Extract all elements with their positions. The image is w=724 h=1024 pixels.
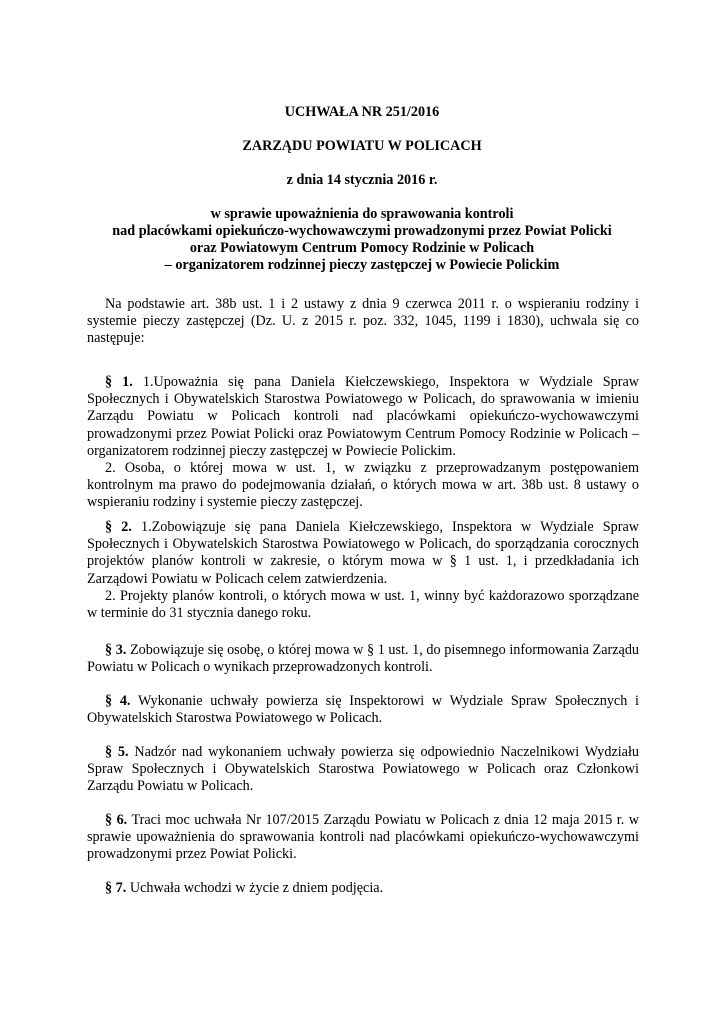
paragraph-text: Traci moc uchwała Nr 107/2015 Zarządu Powiatu w Policach z dnia 12 maja 2015 r. w sprawie upoważnienia do sprawowania kontroli nad placówkami opiekuńczo-wychowawczymi prowadzonymi przez Powiat Policki. bbox=[87, 812, 640, 863]
section-paragraph bbox=[87, 642, 639, 676]
paragraph-text: Uchwała wchodzi w życie z dniem podjęcia. bbox=[129, 880, 384, 896]
section-1 bbox=[87, 374, 639, 512]
section-6 bbox=[87, 812, 639, 864]
section-2 bbox=[87, 519, 639, 622]
paragraph-text: 1.Zobowiązuje się pana Daniela Kiełczewskiego, Inspektora w Wydziale Spraw Społecznych i Obywatelskich Starostwa Powiatowego w Policach, do sporządzania corocznych projektów planów kontroli w zakresie, o którym mowa w § 1 ust. 1, i przedkładania ich Zarządowi Powiatu w Policach celem zatwierdzenia. bbox=[87, 519, 640, 587]
section-sign: § 1. bbox=[105, 374, 133, 390]
section-paragraph bbox=[87, 374, 639, 460]
section-paragraph bbox=[87, 812, 639, 864]
section-paragraph bbox=[87, 693, 639, 727]
section-5 bbox=[87, 744, 639, 796]
paragraph-text: 1.Upoważnia się pana Daniela Kiełczewskiego, Inspektora w Wydziale Spraw Społecznych i Obywatelskich Starostwa Powiatowego w Policach, do sprawowania w imieniu Zarządu Powiatu w Policach kontroli nad placówkami opiekuńczo-wychowawczymi prowadzonymi przez Powiat Policki oraz Powiatowym Centrum Pomocy Rodzinie w Policach – organizatorem rodzinnej pieczy zastępczej w Powiecie Polickim. bbox=[87, 374, 639, 459]
section-sign: § 6. bbox=[105, 812, 128, 828]
paragraph-text: Zobowiązuje się osobę, o której mowa w § 1 ust. 1, do pisemnego informowania Zarządu Powiatu w Policach o wynikach przeprowadzonych kontroli. bbox=[87, 642, 640, 676]
section-paragraph: 2. Osoba, o której mowa w ust. 1, w związku z przeprowadzanym postępowaniem kontrolnym ma prawo do podejmowania działań, o których mowa w art. 38b ust. 8 ustawy o wspieraniu rodziny i systemie pieczy zastępczej. bbox=[87, 460, 639, 511]
section-paragraph: 2. Projekty planów kontroli, o których mowa w ust. 1, winny być każdorazowo sporządzane w terminie do 31 stycznia danego roku. bbox=[87, 587, 639, 622]
section-4 bbox=[87, 693, 639, 727]
section-paragraph bbox=[87, 519, 639, 588]
section-sign: § 3. bbox=[105, 642, 127, 658]
subject-line: nad placówkami opiekuńczo-wychowawczymi prowadzonymi przez Powiat Policki bbox=[112, 223, 612, 239]
resolution-title: UCHWAŁA NR 251/2016 bbox=[284, 104, 440, 120]
paragraph-text: Nadzór nad wykonaniem uchwały powierza się odpowiednio Naczelnikowi Wydziału Spraw Społecznych i Obywatelskich Starostwa Powiatowego w Policach oraz Członkowi Zarządu Powiatu w Policach. bbox=[87, 744, 640, 795]
section-sign: § 4. bbox=[105, 693, 131, 709]
preamble bbox=[87, 296, 639, 348]
section-sign: § 2. bbox=[105, 519, 132, 535]
subject-line: oraz Powiatowym Centrum Pomocy Rodzinie w Policach bbox=[189, 240, 535, 256]
preamble-text: Na podstawie art. 38b ust. 1 i 2 ustawy z dnia 9 czerwca 2011 r. o wspieraniu rodziny i systemie pieczy zastępczej (Dz. U. z 2015 r. poz. 332, 1045, 1199 i 1830), uchwala się co następuje: bbox=[87, 296, 639, 347]
resolution-issuer: ZARZĄDU POWIATU W POLICACH bbox=[242, 138, 482, 154]
subject-line: – organizatorem rodzinnej pieczy zastępczej w Powiecie Polickim bbox=[164, 257, 560, 273]
subject-line: w sprawie upoważnienia do sprawowania kontroli bbox=[210, 206, 514, 222]
section-paragraph bbox=[87, 744, 639, 796]
section-3 bbox=[87, 642, 639, 676]
section-7 bbox=[87, 880, 639, 897]
section-sign: § 7. bbox=[105, 880, 127, 896]
section-sign: § 5. bbox=[105, 744, 129, 760]
resolution-date: z dnia 14 stycznia 2016 r. bbox=[286, 172, 438, 188]
paragraph-text: Wykonanie uchwały powierza się Inspektorowi w Wydziale Spraw Społecznych i Obywatelskich Starostwa Powiatowego w Policach. bbox=[87, 693, 639, 727]
section-paragraph bbox=[87, 880, 639, 897]
